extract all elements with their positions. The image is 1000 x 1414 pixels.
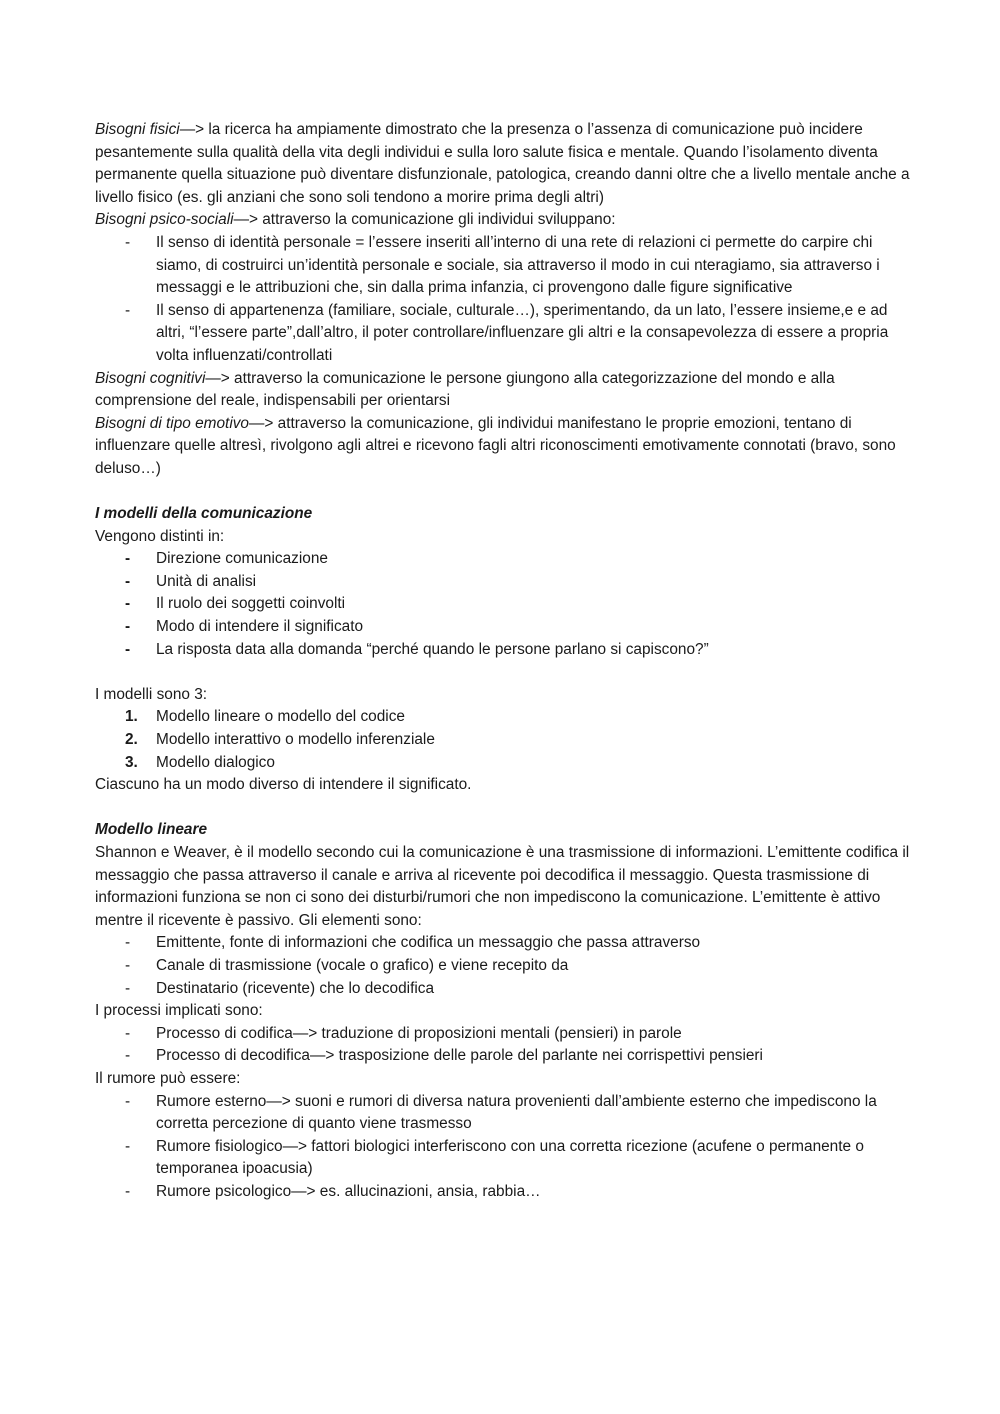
term-label: Bisogni psico-sociali [95,211,234,229]
list-marker: - [125,572,131,590]
numbered-item [95,706,910,729]
list-item-text: Modello lineare o modello del codice [156,708,405,726]
list-marker: - [125,956,131,974]
list-marker: - [125,618,131,636]
section-heading: I modelli della comunicazione [95,505,313,523]
paragraph-text: —> attraverso la comunicazione le persone giungono alla categorizzazione del mondo e alla comprensione del reale, indispensabili per orientarsi [95,369,835,410]
blank-line [95,481,910,504]
models-numbered-list [95,706,910,774]
list-item-text: Il senso di identità personale = l’essere inseriti all’interno di una rete di relazioni ci permette do carpire chi siamo, di costruirci un’identità personale e sociale, sia attraverso il modo in cui nteragiamo, sia attraverso i messaggi e le attribuzioni che, sin dalla prima infanzia, ci provengono dalle figure significative [156,233,880,297]
list-item [95,639,910,662]
processes-list [95,1023,910,1068]
list-item [95,232,910,300]
models-closing: Ciascuno ha un modo diverso di intendere il significato. [95,776,472,794]
list-marker: - [125,1092,131,1110]
list-marker: - [125,1182,131,1200]
list-item-text: Il ruolo dei soggetti coinvolti [156,595,346,613]
term-label: Bisogni di tipo emotivo [95,414,249,432]
processes-intro: I processi implicati sono: [95,1002,263,1020]
list-item-text: La risposta data alla domanda “perché quando le persone parlano si capiscono?” [156,640,709,658]
paragraph-text: —> la ricerca ha ampiamente dimostrato che la presenza o l’assenza di comunicazione può incidere pesantemente sulla qualità della vita degli individui e sulla loro salute fisica e mentale. Quando l’isolamento diventa permanente quella situazione può diventare disfunzionale, patologica, creando danni oltre che a livello mentale anche a livello fisico (es. gli anziani che sono soli tendono a morire prima degli altri) [95,121,910,206]
blank-line [95,797,910,820]
list-item [95,1181,910,1204]
numbered-item [95,729,910,752]
list-item [95,1045,910,1068]
noise-intro: Il rumore può essere: [95,1069,241,1087]
models-count-intro: I modelli sono 3: [95,685,208,703]
list-marker: - [125,934,131,952]
linear-elements-list [95,932,910,1000]
list-marker: - [125,1024,131,1042]
psico-sociali-list [95,232,910,368]
list-item-text: Rumore fisiologico—> fattori biologici interferiscono con una corretta ricezione (acufene o permanente o temporanea ipoacusia) [156,1137,864,1178]
list-marker: - [125,595,131,613]
linear-body: Shannon e Weaver, è il modello secondo cui la comunicazione è una trasmissione di informazioni. L’emittente codifica il messaggio che passa attraverso il canale e arriva al ricevente poi decodifica il messaggio. Questa trasmissione di informazioni funziona se non ci sono dei disturbi/rumori che non impediscono la comunicazione. L’emittente è attivo mentre il ricevente è passivo. Gli elementi sono: [95,844,910,929]
list-item-text: Modello interattivo o modello inferenziale [156,731,435,749]
list-item [95,571,910,594]
list-item-text: Modello dialogico [156,753,275,771]
paragraph-bisogni-cognitivi [95,368,910,413]
document-body [95,119,910,1204]
list-item-text: Processo di codifica—> traduzione di proposizioni mentali (pensieri) in parole [156,1024,682,1042]
list-item [95,978,910,1001]
blank-line [95,661,910,684]
list-item [95,548,910,571]
list-item [95,616,910,639]
list-item-text: Unità di analisi [156,572,257,590]
list-item-text: Rumore esterno—> suoni e rumori di diversa natura provenienti dall’ambiente esterno che impediscono la corretta percezione di quanto viene trasmesso [156,1092,877,1133]
list-item-text: Emittente, fonte di informazioni che codifica un messaggio che passa attraverso [156,934,701,952]
list-item [95,1091,910,1136]
list-item [95,1136,910,1181]
list-item-text: Destinatario (ricevente) che lo decodifica [156,979,435,997]
noise-list [95,1091,910,1204]
list-item-text: Canale di trasmissione (vocale o grafico) e viene recepito da [156,956,569,974]
list-item [95,593,910,616]
numbered-item [95,752,910,775]
paragraph-bisogni-psico-sociali [95,209,910,232]
paragraph-text: —> attraverso la comunicazione gli individui sviluppano: [233,211,616,229]
list-marker: - [125,1137,131,1155]
term-label: Bisogni fisici [95,121,180,138]
paragraph-bisogni-emotivi [95,413,910,481]
section-intro: Vengono distinti in: [95,527,225,545]
list-number: 1. [125,708,138,726]
list-number: 3. [125,753,138,771]
list-item-text: Il senso di appartenenza (familiare, sociale, culturale…), sperimentando, da un lato, l’essere insieme,e e ad altri, “l’essere parte”,dall’altro, il poter controllare/influenzare gli altri e la consapevolezza di essere a propria volta influenzati/controllati [156,301,889,364]
list-item [95,955,910,978]
models-criteria-list [95,548,910,661]
paragraph-text: —> attraverso la comunicazione, gli individui manifestano le proprie emozioni, tentano di influenzare quelle altresì, rivolgono agli altrei e ricevono fagli altri riconoscimenti emotivamente connotati (bravo, sono deluso…) [95,414,896,477]
list-marker: - [125,233,131,251]
list-item [95,932,910,955]
list-marker: - [125,640,131,658]
term-label: Bisogni cognitivi [95,369,206,387]
list-item-text: Processo di decodifica—> trasposizione delle parole del parlante nei corrispettivi pensieri [156,1047,763,1065]
list-item-text: Modo di intendere il significato [156,618,364,636]
list-marker: - [125,1047,131,1065]
list-marker: - [125,550,131,568]
list-marker: - [125,979,131,997]
list-item [95,1023,910,1046]
list-item-text: Rumore psicologico—> es. allucinazioni, ansia, rabbia… [156,1182,541,1200]
list-number: 2. [125,731,138,749]
list-item [95,300,910,368]
paragraph-bisogni-fisici [95,119,910,209]
section-heading: Modello lineare [95,821,208,839]
list-item-text: Direzione comunicazione [156,550,328,568]
list-marker: - [125,301,131,319]
